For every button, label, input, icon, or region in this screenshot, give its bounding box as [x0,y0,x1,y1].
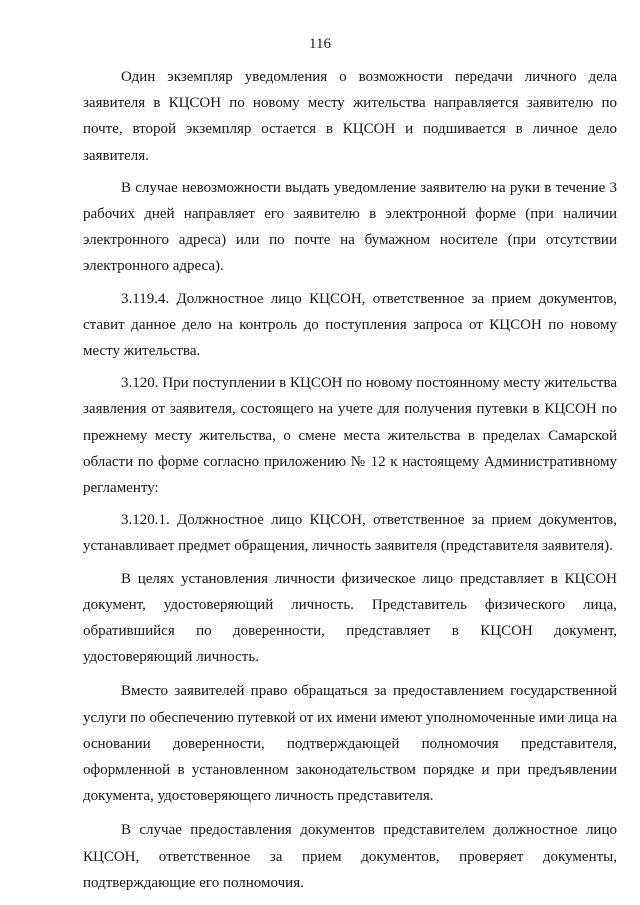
paragraph-3-120-1: 3.120.1. Должностное лицо КЦСОН, ответственное за прием документов, устанавливает предмет обращения, личность заявителя (представителя заявителя). [83,512,617,555]
paragraph-notification-copies: Один экземпляр уведомления о возможности передачи личного дела заявителя в КЦСОН по новому месту жительства направляется заявителю по почте, второй экземпляр остается в КЦСОН и подшивается в личное дело заявителя. [83,69,617,164]
paragraph-identity-verification: В целях установления личности физическое лицо представляет в КЦСОН документ, удостоверяющий личность. Представитель физического лица, обратившийся по доверенности, представляет в КЦСОН документ, удостоверяющий личность. [83,570,617,666]
paragraph-3-120: 3.120. При поступлении в КЦСОН по новому постоянному месту жительства заявления от заявителя, состоящего на учете для получения путевки в КЦСОН по прежнему месту жительства, о смене места жительства в пределах Самарской области по форме согласно приложению № 12 к настоящему Административному регламенту: [83,375,617,497]
paragraph-authorized-representatives: Вместо заявителей право обращаться за предоставлением государственной услуги по обеспечению путевкой от их имени имеют уполномоченные ими лица на основании доверенности, подтверждающей полномочия представителя, оформленной в установленном законодательством порядке и при предъявлении документа, удостоверяющего личность представителя. [83,683,617,805]
paragraph-electronic-delivery: В случае невозможности выдать уведомление заявителю на руки в течение 3 рабочих дней направляет его заявителю в электронной форме (при наличии электронного адреса) или по почте на бумажном носителе (при отсутствии электронного адреса). [83,179,617,275]
page-number: 116 [309,36,331,52]
paragraph-representative-documents: В случае предоставления документов представителем должностное лицо КЦСОН, ответственное за прием документов, проверяет документы, подтверждающие его полномочия. [83,822,617,891]
document-body [83,64,617,896]
paragraph-3-119-4: 3.119.4. Должностное лицо КЦСОН, ответственное за прием документов, ставит данное дело на контроль до поступления запроса от КЦСОН по новому месту жительства. [83,290,617,360]
